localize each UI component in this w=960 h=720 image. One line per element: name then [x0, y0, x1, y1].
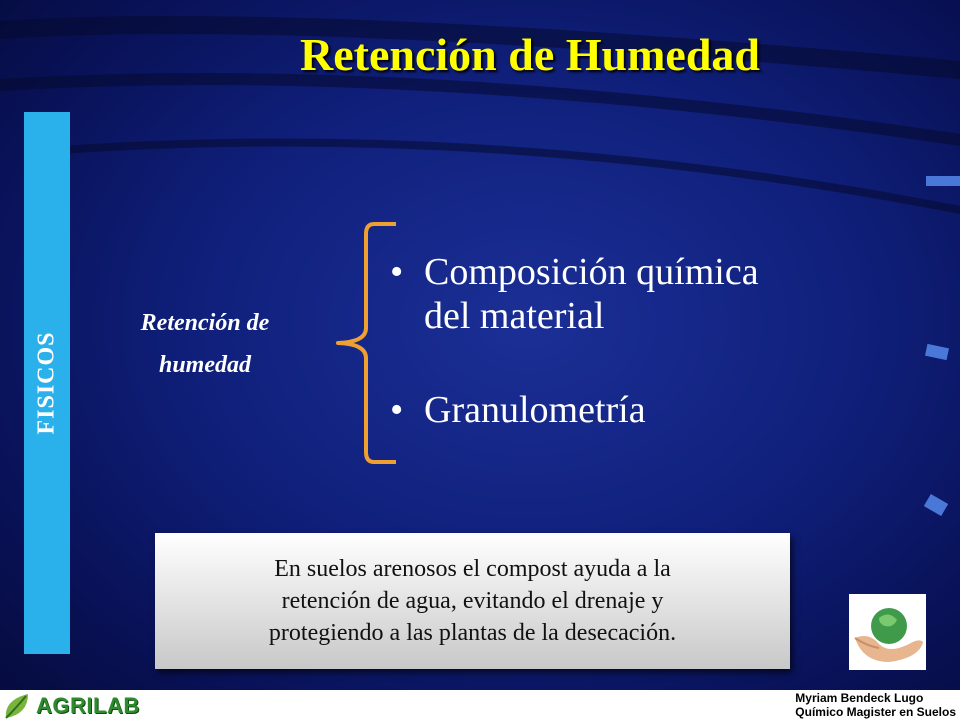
topic-label	[95, 302, 315, 386]
bullet-item	[390, 250, 850, 338]
leaf-icon	[2, 692, 32, 720]
bullet-text-line1: Granulometría	[424, 389, 646, 431]
bullet-list	[390, 250, 850, 432]
bullet-dot: •	[390, 389, 404, 431]
note-box	[155, 533, 790, 669]
brand-logo	[2, 692, 152, 720]
category-label: FISICOS	[33, 331, 60, 435]
topic-label-line2: humedad	[158, 352, 251, 378]
note-line3: protegiendo a las plantas de la desecación.	[268, 620, 677, 646]
author-name: Myriam Bendeck Lugo	[795, 691, 924, 705]
hands-holding-globe-icon	[849, 594, 926, 670]
note-line1: En suelos arenosos el compost ayuda a la	[274, 556, 671, 582]
slide-title: Retención de Humedad	[300, 29, 760, 80]
topic-label-line1: Retención de	[140, 310, 270, 336]
author-role: Químico Magister en Suelos	[795, 705, 956, 719]
author-credits	[795, 691, 956, 719]
brand-logo-text: AGRILAB	[36, 693, 140, 718]
bullet-dot: •	[390, 251, 404, 293]
bullet-item	[390, 388, 850, 432]
note-line2: retención de agua, evitando el drenaje y	[281, 588, 664, 614]
bullet-text-line2: del material	[424, 295, 605, 337]
bullet-text-line1: Composición química	[424, 251, 759, 293]
